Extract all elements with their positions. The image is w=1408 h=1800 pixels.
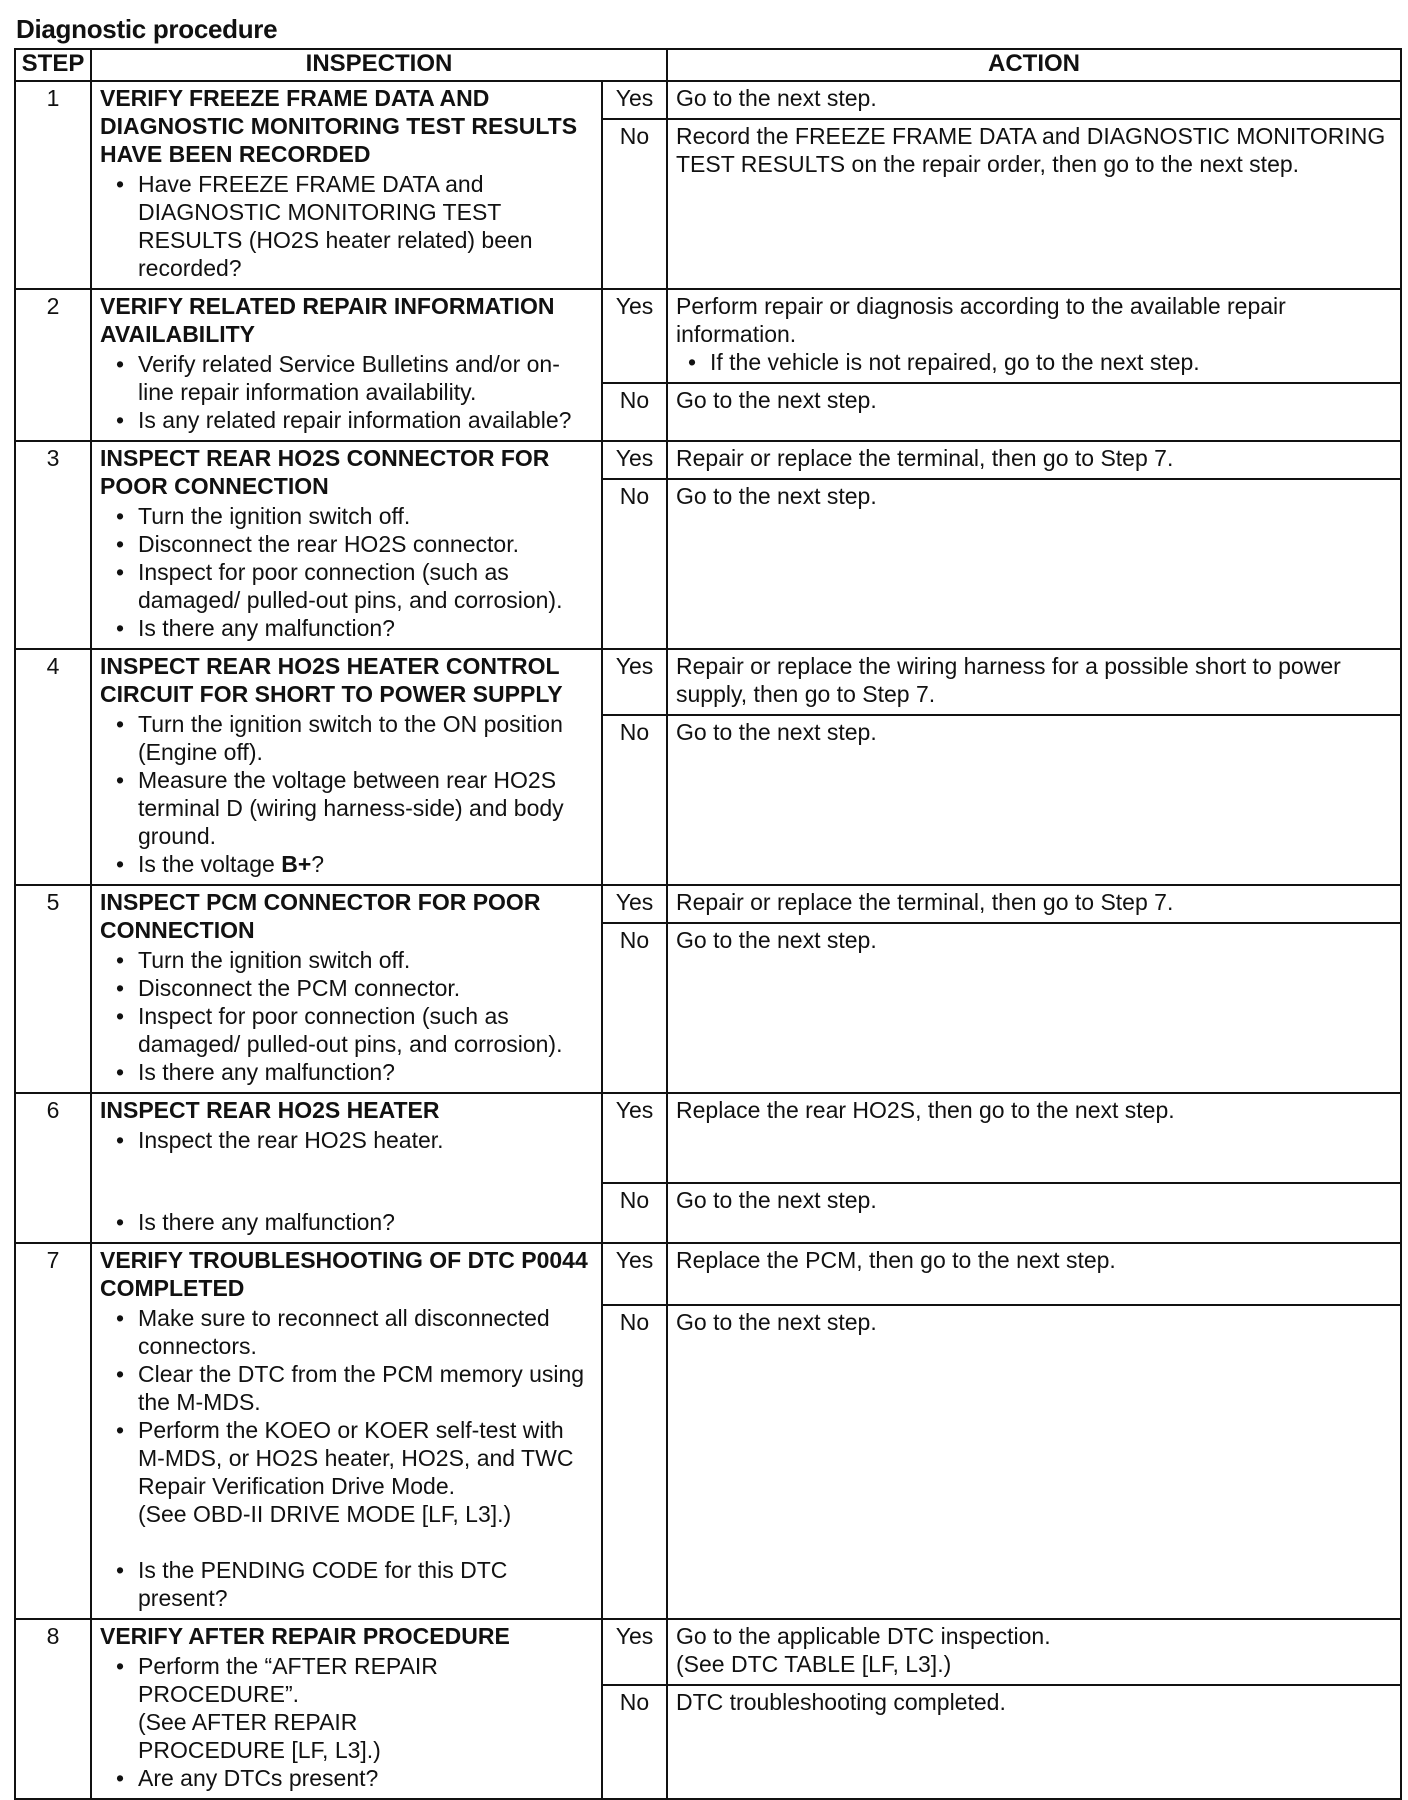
inspection-title: VERIFY FREEZE FRAME DATA AND DIAGNOSTIC MONITORING TEST RESULTS HAVE BEEN RECORDED	[100, 85, 578, 167]
step-6-yes-row	[15, 1093, 1401, 1183]
inspection-title: INSPECT REAR HO2S CONNECTOR FOR POOR CONNECTION	[100, 445, 550, 499]
yes-label: Yes	[602, 1093, 667, 1183]
inspection-item	[138, 1652, 593, 1764]
no-label: No	[602, 1685, 667, 1799]
step-number: 1	[15, 81, 91, 289]
inspection-item	[138, 850, 593, 878]
yes-label: Yes	[602, 1619, 667, 1685]
yes-action-bullet: • If the vehicle is not repaired, go to the next step.	[710, 348, 1392, 376]
no-label: No	[602, 479, 667, 649]
inspection-cell	[91, 1243, 602, 1619]
yes-label: Yes	[602, 289, 667, 383]
yes-action: Repair or replace the terminal, then go to Step 7.	[667, 441, 1401, 479]
inspection-item: • Is there any malfunction?	[138, 1208, 593, 1236]
step-number: 3	[15, 441, 91, 649]
inspection-item: • Verify related Service Bulletins and/or on-line repair information availability.	[138, 350, 593, 406]
inspection-title: VERIFY TROUBLESHOOTING OF DTC P0044 COMPLETED	[100, 1247, 588, 1301]
step-number: 6	[15, 1093, 91, 1243]
step-5-yes-row	[15, 885, 1401, 923]
yes-action: Replace the rear HO2S, then go to the next step.	[667, 1093, 1401, 1183]
inspection-title: INSPECT REAR HO2S HEATER	[100, 1097, 440, 1123]
inspection-cell	[91, 441, 602, 649]
inspection-cell	[91, 289, 602, 441]
no-action: Go to the next step.	[667, 923, 1401, 1093]
inspection-title: VERIFY RELATED REPAIR INFORMATION AVAILABILITY	[100, 293, 555, 347]
inspection-title: VERIFY AFTER REPAIR PROCEDURE	[100, 1623, 510, 1649]
yes-action-text: Perform repair or diagnosis according to the available repair information.	[676, 293, 1286, 347]
inspection-item: • Disconnect the PCM connector.	[138, 974, 593, 1002]
inspection-item-note: (See AFTER REPAIR	[138, 1709, 358, 1735]
inspection-item-note: PROCEDURE [LF, L3].)	[138, 1737, 381, 1763]
table-header-row	[15, 49, 1401, 81]
yes-action: Repair or replace the terminal, then go to Step 7.	[667, 885, 1401, 923]
step-number: 5	[15, 885, 91, 1093]
inspection-item: • Turn the ignition switch to the ON position (Engine off).	[138, 710, 593, 766]
inspection-item: • Are any DTCs present?	[138, 1764, 593, 1792]
step-2-yes-row	[15, 289, 1401, 383]
inspection-cell	[91, 81, 602, 289]
header-step: STEP	[15, 49, 91, 81]
yes-label: Yes	[602, 649, 667, 715]
page-title: Diagnostic procedure	[16, 14, 278, 44]
diagnostic-procedure-table	[14, 48, 1402, 1800]
inspection-cell	[91, 649, 602, 885]
step-3-yes-row	[15, 441, 1401, 479]
voltage-suffix: ?	[311, 851, 325, 877]
inspection-title: INSPECT PCM CONNECTOR FOR POOR CONNECTION	[100, 889, 541, 943]
inspection-item: • Have FREEZE FRAME DATA and DIAGNOSTIC MONITORING TEST RESULTS (HO2S heater related) been recorded?	[138, 170, 593, 282]
step-7-yes-row	[15, 1243, 1401, 1305]
yes-label: Yes	[602, 1243, 667, 1305]
inspection-item: • Disconnect the rear HO2S connector.	[138, 530, 593, 558]
inspection-item: • Clear the DTC from the PCM memory using the M-MDS.	[138, 1360, 593, 1416]
no-label: No	[602, 715, 667, 885]
step-number: 4	[15, 649, 91, 885]
inspection-item: • Turn the ignition switch off.	[138, 946, 593, 974]
inspection-item-text: Is the voltage	[138, 851, 282, 877]
no-action: Record the FREEZE FRAME DATA and DIAGNOSTIC MONITORING TEST RESULTS on the repair order, then go to the next step.	[667, 119, 1401, 289]
step-8-yes-row	[15, 1619, 1401, 1685]
yes-action-text: Go to the applicable DTC inspection.	[676, 1623, 1051, 1649]
step-1-yes-row	[15, 81, 1401, 119]
inspection-cell	[91, 1619, 602, 1799]
no-label: No	[602, 383, 667, 441]
step-number: 8	[15, 1619, 91, 1799]
inspection-title: INSPECT REAR HO2S HEATER CONTROL CIRCUIT FOR SHORT TO POWER SUPPLY	[100, 653, 563, 707]
inspection-cell	[91, 885, 602, 1093]
no-action: Go to the next step.	[667, 1183, 1401, 1243]
yes-action: Replace the PCM, then go to the next step.	[667, 1243, 1401, 1305]
inspection-item: • Is there any malfunction?	[138, 1058, 593, 1086]
header-inspection: INSPECTION	[91, 49, 667, 81]
header-action: ACTION	[667, 49, 1401, 81]
inspection-item: • Is any related repair information available?	[138, 406, 593, 434]
inspection-item: • Inspect for poor connection (such as damaged/ pulled-out pins, and corrosion).	[138, 558, 593, 614]
yes-action: Repair or replace the wiring harness for a possible short to power supply, then go to Step 7.	[667, 649, 1401, 715]
yes-action	[667, 1619, 1401, 1685]
step-number: 7	[15, 1243, 91, 1619]
inspection-item: • Is there any malfunction?	[138, 614, 593, 642]
step-number: 2	[15, 289, 91, 441]
inspection-item-text: Perform the KOEO or KOER self-test with M-MDS, or HO2S heater, HO2S, and TWC Repair Verification Drive Mode.	[138, 1417, 574, 1499]
inspection-item: • Measure the voltage between rear HO2S terminal D (wiring harness-side) and body ground.	[138, 766, 593, 850]
no-label: No	[602, 119, 667, 289]
no-label: No	[602, 1183, 667, 1243]
inspection-item: • Is the PENDING CODE for this DTC present?	[138, 1556, 593, 1612]
yes-action	[667, 289, 1401, 383]
no-action: Go to the next step.	[667, 479, 1401, 649]
inspection-item: • Turn the ignition switch off.	[138, 502, 593, 530]
inspection-cell	[91, 1093, 602, 1243]
yes-label: Yes	[602, 885, 667, 923]
no-action: Go to the next step.	[667, 715, 1401, 885]
no-action: DTC troubleshooting completed.	[667, 1685, 1401, 1799]
no-label: No	[602, 1305, 667, 1619]
no-action: Go to the next step.	[667, 1305, 1401, 1619]
yes-label: Yes	[602, 441, 667, 479]
yes-action-note: (See DTC TABLE [LF, L3].)	[676, 1651, 952, 1677]
inspection-item: • Make sure to reconnect all disconnected connectors.	[138, 1304, 593, 1360]
inspection-item-note: (See OBD-II DRIVE MODE [LF, L3].)	[138, 1501, 512, 1527]
inspection-item-text: Perform the “AFTER REPAIR PROCEDURE”.	[138, 1653, 438, 1707]
inspection-item	[138, 1416, 593, 1528]
inspection-item: • Inspect the rear HO2S heater.	[138, 1126, 593, 1154]
yes-label: Yes	[602, 81, 667, 119]
step-4-yes-row	[15, 649, 1401, 715]
no-label: No	[602, 923, 667, 1093]
yes-action: Go to the next step.	[667, 81, 1401, 119]
inspection-item: • Inspect for poor connection (such as damaged/ pulled-out pins, and corrosion).	[138, 1002, 593, 1058]
no-action: Go to the next step.	[667, 383, 1401, 441]
voltage-value: B+	[281, 851, 312, 877]
